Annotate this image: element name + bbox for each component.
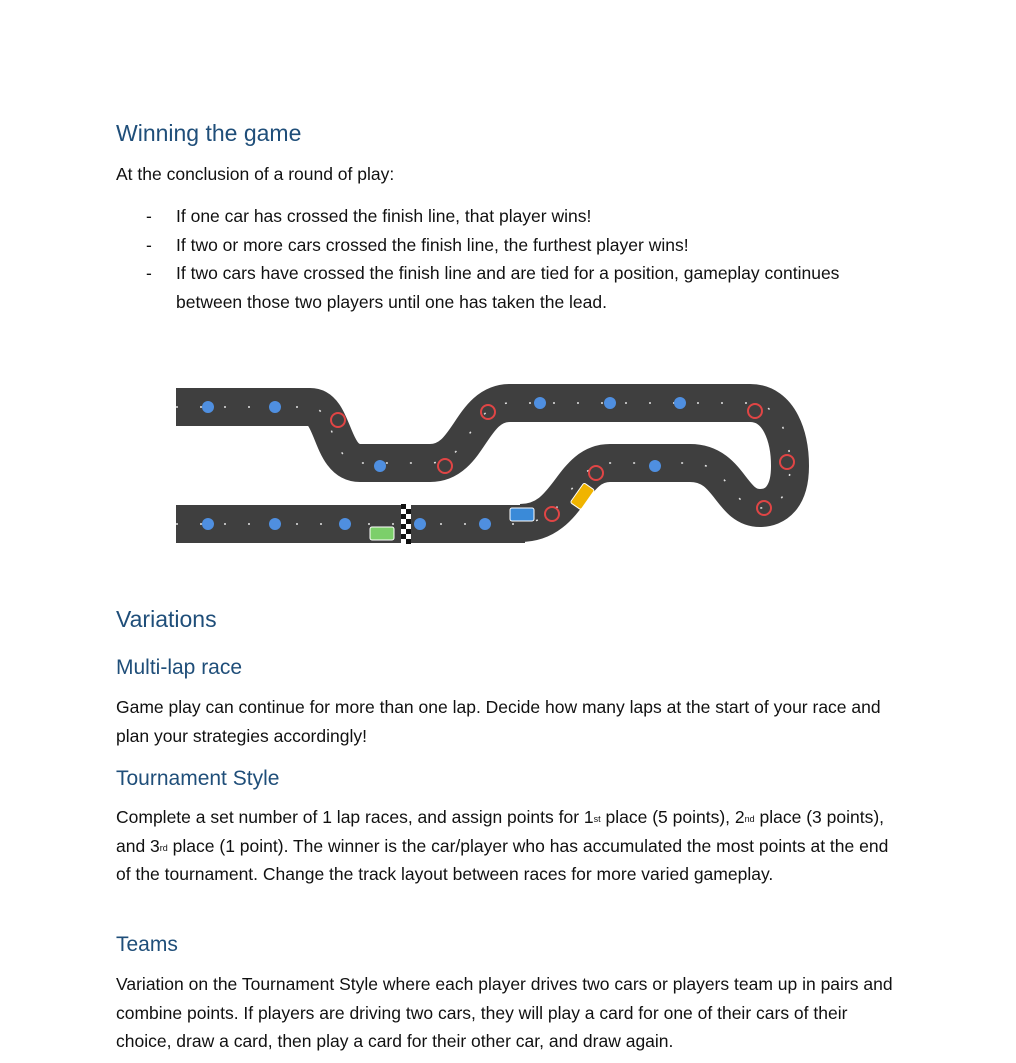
tournament-heading: Tournament Style [116,767,280,790]
green-car [370,527,394,540]
winning-heading: Winning the game [116,120,302,146]
teams-text: Variation on the Tournament Style where each player drives two cars or players team up in pairs and combine points. If players are driving two cars, they will play a card for one of their cars of their choice, draw a card, then play a card for their other car, and draw again. [116,974,893,1051]
tournament-text: Complete a set number of 1 lap races, and assign points for 1st place (5 points), 2nd place (3 points), and 3rd place (1 point). The winner is the car/player who has accumulated the most points at the end of the tournament. Change the track layout between races for more varied gameplay. [116,807,889,884]
teams-heading: Teams [116,933,178,956]
winning-conditions-list [116,202,876,316]
list-item: - If two or more cars crossed the finish line, the furthest player wins! [146,234,689,255]
winning-intro: At the conclusion of a round of play: [116,164,395,184]
list-item: - If two cars have crossed the finish line and are tied for a position, gameplay continues between those two players until one has taken the lead. [146,263,840,312]
variations-heading: Variations [116,606,217,632]
multilap-heading: Multi-lap race [116,656,243,679]
list-item: - If one car has crossed the finish line, that player wins! [146,206,592,226]
multilap-text: Game play can continue for more than one lap. Decide how many laps at the start of your race and plan your strategies accordingly! [116,697,881,746]
finish-line-flag [401,504,411,544]
race-track-illustration [170,378,815,553]
blue-car [510,508,534,521]
